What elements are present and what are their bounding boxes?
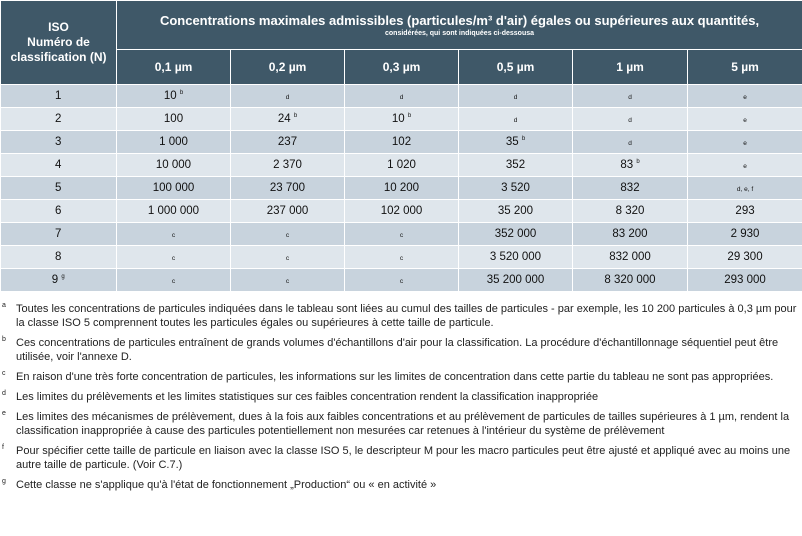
concentration-cell [573,269,688,292]
concentration-subtitle: considérées, qui sont indiquées ci-dessousa [385,29,535,37]
iso-class-value: 5 [55,182,62,194]
concentration-value: 832 000 [609,251,651,263]
footnote-ref: d [285,94,290,101]
concentration-cell [117,246,231,269]
concentration-cell [345,85,459,108]
concentration-value: 29 300 [727,251,763,263]
concentration-cell [345,200,459,223]
concentration-cell [688,154,802,177]
footnote-c [0,370,802,384]
footnote-g [0,478,802,492]
concentration-value: 1 000 [159,136,188,148]
table-body [1,85,802,292]
concentration-cell [573,246,688,269]
footnote-mark: a [2,302,6,309]
concentration-value: 8 320 000 [604,274,656,286]
footnote-ref: g [61,274,65,281]
footnote-ref: e [743,140,747,147]
concentration-cell [688,177,802,200]
concentration-cell [345,246,459,269]
iso-class-cell [1,108,117,131]
footnote-text: Les limites des mécanismes de prélèvement, dues à la fois aux faibles concentrations et au prélèvement de particules de tailles supérieures à 1 µm, rendent la classification inappropriée à cause des particules potentiellement non mesurées car retenues à l'intérieur du système de prélèvement [16,411,790,437]
table-row [1,223,802,246]
concentration-cell [688,108,802,131]
footnote-ref: c [285,255,290,262]
concentration-value: 2 370 [273,159,302,171]
footnote-ref: d [399,94,404,101]
concentration-cell [573,223,688,246]
concentration-cell [231,269,345,292]
table-row [1,246,802,269]
footnote-ref: c [171,232,176,239]
concentration-value: 10 200 [383,182,420,194]
concentration-cell [345,177,459,200]
footnote-text: Ces concentrations de particules entraînent de grands volumes d'échantillons d'air pour la classification. La procédure d'échantillonnage séquentiel peut être utilisée, voir l'annexe D. [16,337,779,363]
footnote-text: En raison d'une très forte concentration de particules, les informations sur les limites de concentration dans cette partie du tableau ne sont pas appropriées. [16,371,774,383]
concentration-cell [117,108,231,131]
iso-class-cell [1,154,117,177]
concentration-cell [459,200,573,223]
concentration-cell [231,246,345,269]
concentration-cell [459,85,573,108]
footnote-ref: c [399,255,404,262]
concentration-value: 237 000 [266,205,309,217]
footnote-ref: e [743,94,747,101]
footnote-ref: b [636,159,640,166]
concentration-cell [688,131,802,154]
footnote-mark: e [2,410,6,417]
concentration-value: 8 320 [615,205,645,217]
footnote-a [0,302,802,330]
concentration-value: 1 000 000 [147,205,200,217]
footnote-ref: c [285,278,290,285]
size-header-1: 1 µm [573,50,688,85]
concentration-value: 10 [391,113,408,125]
footnote-ref: b [521,136,526,143]
footnote-ref: d [513,94,518,101]
concentration-cell [345,108,459,131]
iso-class-cell [1,177,117,200]
concentration-value: 10 [163,90,180,102]
concentration-cell [459,269,573,292]
concentration-cell [459,177,573,200]
concentration-cell [117,223,231,246]
concentration-cell [117,200,231,223]
concentration-cell [345,131,459,154]
concentration-value: 352 [505,159,526,171]
iso-class-cell [1,131,117,154]
concentration-cell [117,177,231,200]
concentration-cell [459,154,573,177]
iso-header-line-3: classification (N) [10,50,107,64]
concentration-cell [573,131,688,154]
footnote-mark: c [2,370,6,377]
concentration-cell [688,223,802,246]
concentration-value: 1 020 [387,159,416,171]
concentration-value: 352 000 [494,228,537,240]
table-row [1,200,802,223]
concentration-cell [573,85,688,108]
footnote-text: Cette classe ne s'applique qu'à l'état de fonctionnement „Production“ ou « en activité » [16,479,437,491]
concentration-cell [231,200,345,223]
footnote-ref: d, e, f [736,186,754,193]
table-row [1,154,802,177]
concentration-value: 2 930 [730,228,760,240]
concentration-cell [117,269,231,292]
footnote-f [0,444,802,472]
footnote-ref: c [399,278,404,285]
footnote-text: Les limites du prélèvements et les limites statistiques sur ces faibles concentration rendent la classification inappropriée [16,391,599,403]
concentration-value: 35 200 [497,205,534,217]
concentration-cell [688,246,802,269]
concentration-cell [231,223,345,246]
iso-header-line-2: Numéro de [27,35,90,49]
concentration-cell [117,85,231,108]
table-row [1,269,802,292]
concentration-value: 10 000 [155,159,192,171]
footnote-ref: d [628,117,632,124]
iso-class-value: 9 [51,274,62,286]
iso-class-value: 4 [55,159,62,171]
concentration-value: 83 200 [612,228,648,240]
table-row [1,177,802,200]
concentration-cell [688,200,802,223]
footnote-b [0,336,802,364]
concentration-cell [459,246,573,269]
footnote-ref: c [171,278,176,285]
footnote-ref: b [407,113,412,120]
concentration-value: 35 [505,136,522,148]
concentration-cell [573,200,688,223]
concentration-value: 293 000 [724,274,766,286]
footnote-ref: c [285,232,290,239]
concentration-cell [459,108,573,131]
concentration-value: 832 [620,182,640,194]
concentration-cell [117,131,231,154]
concentration-value: 100 [163,113,184,125]
table-row [1,131,802,154]
iso-class-cell [1,85,117,108]
concentration-cell [459,131,573,154]
footnote-ref: c [171,255,176,262]
concentration-cell [231,131,345,154]
concentration-cell [688,85,802,108]
concentration-value: 237 [277,136,298,148]
footnote-mark: d [2,390,6,397]
size-header-0-2: 0,2 µm [231,50,345,85]
concentration-cell [231,154,345,177]
footnote-ref: b [293,113,298,120]
iso-class-cell [1,223,117,246]
iso-class-value: 2 [55,113,62,125]
table-row [1,85,802,108]
concentration-cell [345,269,459,292]
footnote-mark: g [2,478,6,485]
concentration-value: 102 [391,136,412,148]
concentration-header [117,1,802,50]
concentration-cell [345,223,459,246]
concentration-cell [231,177,345,200]
concentration-value: 23 700 [269,182,306,194]
footnote-ref: e [743,163,747,170]
footnote-ref: b [179,90,184,97]
footnote-text: Toutes les concentrations de particules indiquées dans le tableau sont liées au cumul des tailles de particules - par exemple, les 10 200 particules à 0,3 µm pour la classe ISO 5 comprennent toutes les particules égales ou supérieures à cette taille de particule. [16,303,797,329]
concentration-cell [231,85,345,108]
footnote-mark: b [2,336,6,343]
footnote-d [0,390,802,404]
iso-class-cell [1,200,117,223]
concentration-cell [117,154,231,177]
iso-header-line-1: ISO [48,20,69,34]
footnote-e [0,410,802,438]
concentration-value: 102 000 [380,205,423,217]
footnote-text: Pour spécifier cette taille de particule en liaison avec la classe ISO 5, le descripteur M pour les macro particules peut être ajusté et appliqué avec au moins une autre taille de particule. (Voir C.7.) [16,445,791,471]
iso-class-cell [1,269,117,292]
table-row [1,108,802,131]
concentration-value: 100 000 [152,182,195,194]
footnote-ref: d [628,94,632,101]
footnote-ref: d [513,117,518,124]
iso-class-header [1,1,117,85]
footnote-ref: d [628,140,632,147]
footnote-mark: f [2,444,4,451]
size-header-0-1: 0,1 µm [117,50,231,85]
concentration-cell [573,154,688,177]
concentration-cell [231,108,345,131]
footnote-ref: c [399,232,404,239]
concentration-value: 83 [620,159,637,171]
iso-class-value: 7 [55,228,62,240]
concentration-value: 3 520 [501,182,530,194]
concentration-cell [345,154,459,177]
concentration-cell [688,269,802,292]
concentration-value: 24 [277,113,294,125]
iso-class-cell [1,246,117,269]
size-header-0-5: 0,5 µm [459,50,573,85]
footnotes [0,302,802,498]
iso-class-value: 8 [55,251,62,263]
concentration-value: 35 200 000 [486,274,545,286]
concentration-value: 3 520 000 [489,251,542,263]
concentration-cell [573,177,688,200]
concentration-cell [573,108,688,131]
footnote-ref: e [743,117,747,124]
iso-class-value: 1 [55,90,62,102]
iso-class-value: 3 [55,136,62,148]
iso-class-value: 6 [55,205,62,217]
size-header-5: 5 µm [688,50,802,85]
size-header-0-3: 0,3 µm [345,50,459,85]
concentration-cell [459,223,573,246]
concentration-title: Concentrations maximales admissibles (particules/m³ d'air) égales ou supérieures aux quantités, [159,12,760,28]
concentration-value: 293 [735,205,755,217]
